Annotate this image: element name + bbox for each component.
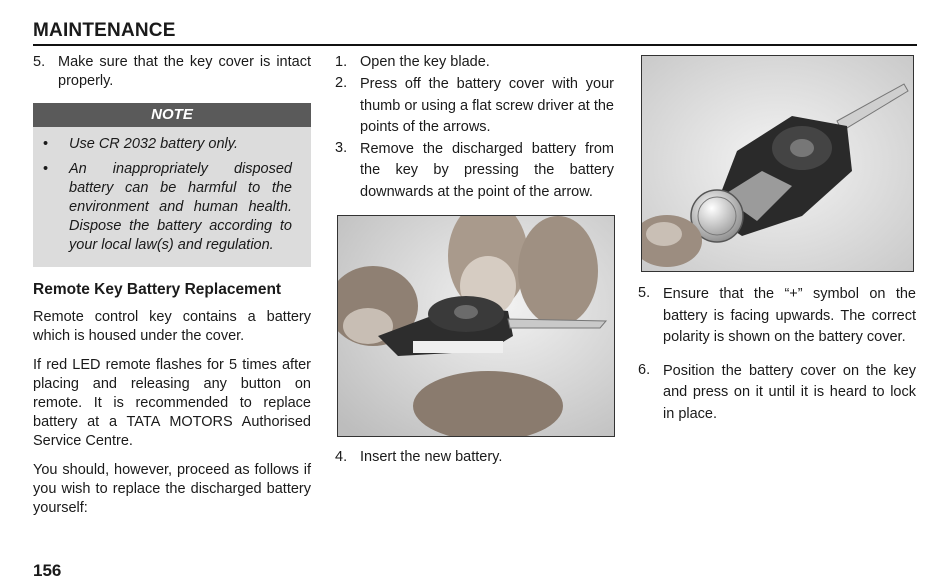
bullet-icon: • xyxy=(43,136,49,152)
step-item xyxy=(638,284,916,349)
note-item xyxy=(43,160,292,255)
step-text: Insert the new battery. xyxy=(360,449,503,465)
battery-illustration xyxy=(642,56,913,271)
step-number: 1. xyxy=(335,54,348,70)
step-number: 4. xyxy=(335,449,348,465)
item-number: 5. xyxy=(33,54,46,70)
key-opening-photo xyxy=(337,215,615,437)
paragraph: You should, however, proceed as follows if you wish to replace the discharged battery yourself: xyxy=(33,462,311,516)
item-text: Make sure that the key cover is intact properly. xyxy=(58,54,311,89)
battery-photo xyxy=(641,55,914,272)
step-text: Position the battery cover on the key and press on it until it is heard to lock in place. xyxy=(663,362,916,422)
step-item xyxy=(335,53,614,72)
step-text: Ensure that the “+” symbol on the battery is facing upwards. The correct polarity is shown on the battery cover. xyxy=(663,286,916,345)
step-number: 3. xyxy=(335,139,348,156)
step-item xyxy=(335,448,614,467)
step-number: 2. xyxy=(335,75,348,91)
subsection-heading: Remote Key Battery Replacement xyxy=(33,281,282,298)
step-text: Remove the discharged battery from the key by pressing the battery downwards at the point of the arrow. xyxy=(360,140,614,200)
bullet-icon: • xyxy=(43,161,49,177)
step-item xyxy=(335,74,614,139)
note-list xyxy=(33,127,311,255)
middle-column xyxy=(335,53,614,203)
note-box xyxy=(33,103,311,267)
step-text: Open the key blade. xyxy=(360,54,490,70)
note-title: NOTE xyxy=(33,103,311,127)
right-column xyxy=(638,284,916,437)
step-item xyxy=(335,139,614,204)
key-opening-illustration xyxy=(338,216,614,436)
step-item xyxy=(638,361,916,426)
page-header xyxy=(33,20,917,46)
note-item-text: An inappropriately disposed battery can be harmful to the environment and human health. Dispose the battery according to your local law(s) and regulation. xyxy=(69,161,292,253)
step-number: 5. xyxy=(638,285,651,301)
note-item xyxy=(43,135,292,154)
paragraph: If red LED remote flashes for 5 times after placing and releasing any button on remote. It is recommended to replace battery at a TATA MOTORS Authorised Service Centre. xyxy=(33,357,311,449)
paragraph: Remote control key contains a battery which is housed under the cover. xyxy=(33,309,311,344)
list-item xyxy=(33,53,311,91)
step-number: 6. xyxy=(638,361,651,378)
note-item-text: Use CR 2032 battery only. xyxy=(69,136,238,152)
left-column xyxy=(33,53,311,528)
step-text: Press off the battery cover with your thumb or using a flat screw driver at the points of the arrows. xyxy=(360,76,614,135)
page-number: 156 xyxy=(33,561,62,580)
step-row xyxy=(335,448,614,467)
section-title: MAINTENANCE xyxy=(33,20,176,41)
